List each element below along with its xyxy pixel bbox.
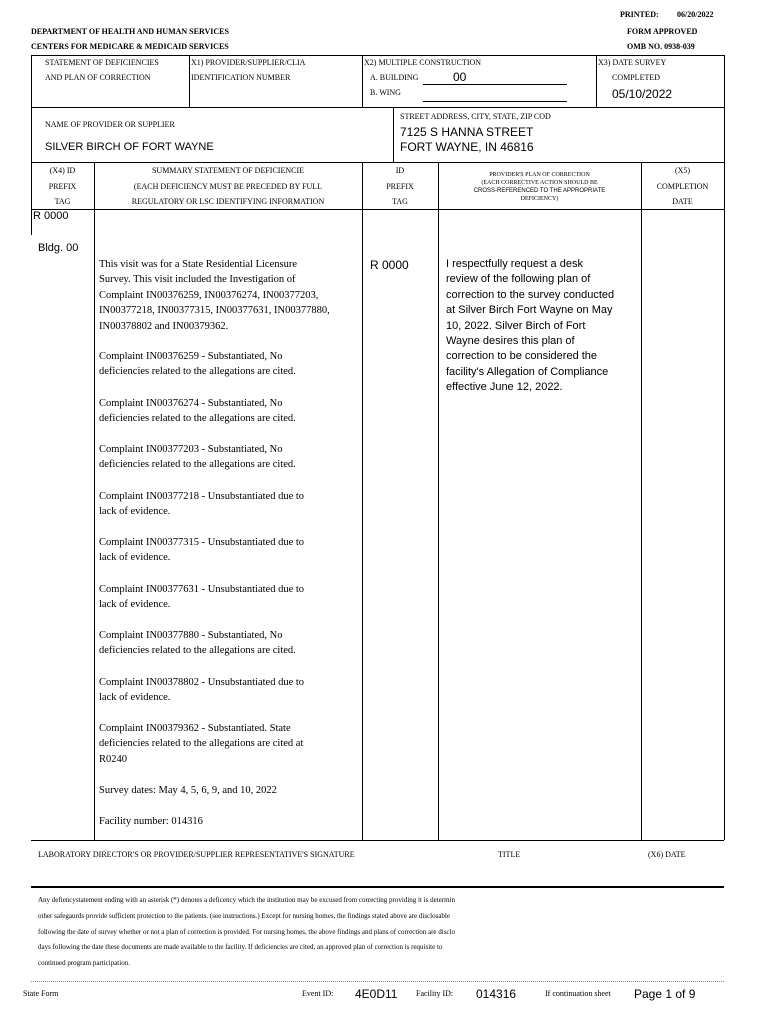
id-header-2: PREFIX [386, 182, 414, 191]
summary-para-1: This visit was for a State Residential Licensure Survey. This visit included the Investigation of Complaint IN00376259, IN00376274, IN00377203, IN00377218, IN00377315, IN00377631, IN00377880, IN00378802 and IN00379362. [99, 259, 330, 332]
date-survey-value: 05/10/2022 [612, 87, 673, 101]
x4-header-3: TAG [54, 197, 71, 206]
tag-right: R 0000 [370, 258, 409, 272]
provider-id-label-line1: X1) PROVIDER/SUPPLIER/CLIA [191, 58, 306, 67]
multiple-construction-label: X2) MULTIPLE CONSTRUCTION [364, 58, 482, 67]
event-id-label: Event ID: [302, 989, 334, 998]
summary-para-5: Complaint IN00377218 - Unsubstantiated due to lack of evidence. [99, 491, 305, 518]
date-survey-label: X3) DATE SURVEY [598, 58, 667, 67]
centers-title: CENTERS FOR MEDICARE & MEDICAID SERVICES [31, 42, 229, 51]
plan-of-correction-text: I respectfully request a desk review of the following plan of correction to the survey conducted at Silver Birch Fort Wayne on May 10, 2022. Silver Birch of Fort Wayne desires this plan of correction to be considered the facility's Allegation of Compliance effective June 12, 2022. [446, 258, 615, 394]
poc-header-1: PROVIDER'S PLAN OF CORRECTION [489, 172, 590, 178]
summary-para-2: Complaint IN00376259 - Substantiated, No deficiencies related to the allegations are cited. [99, 351, 296, 378]
x5-header-1: (X5) [674, 166, 691, 175]
tag-left: R 0000 [33, 210, 69, 222]
printed-label: PRINTED: [620, 10, 659, 19]
address-label: STREET ADDRESS, CITY, STATE, ZIP COD [400, 112, 551, 121]
x5-header-2: COMPLETION [656, 182, 709, 191]
date-label: (X6) DATE [648, 850, 686, 859]
department-title: DEPARTMENT OF HEALTH AND HUMAN SERVICES [31, 27, 229, 36]
id-header-1: ID [395, 166, 405, 175]
summary-para-4: Complaint IN00377203 - Substantiated, No deficiencies related to the allegations are cited. [99, 444, 296, 471]
summary-para-7: Complaint IN00377631 - Unsubstantiated due to lack of evidence. [99, 584, 305, 611]
form-approved: FORM APPROVED [627, 27, 698, 36]
building-tag: Bldg. 00 [38, 242, 79, 254]
wing-label: B. WING [370, 88, 401, 97]
omb-number: OMB NO. 0938-039 [627, 42, 695, 51]
statement-label-line2: AND PLAN OF CORRECTION [45, 73, 151, 82]
title-label: TITLE [498, 850, 521, 859]
facility-id-label: Facility ID: [416, 989, 454, 998]
facility-id-value: 014316 [476, 987, 517, 1001]
poc-header-4: DEFICIENCY) [520, 196, 559, 202]
disclaimer-line-5: continued program participation. [38, 959, 130, 967]
x4-header-2: PREFIX [48, 182, 77, 191]
summary-header-1: SUMMARY STATEMENT OF DEFICIENCIE [151, 166, 305, 175]
provider-name-label: NAME OF PROVIDER OR SUPPLIER [45, 120, 175, 129]
id-header-3: TAG [392, 197, 408, 206]
summary-para-11: Survey dates: May 4, 5, 6, 9, and 10, 2022 [99, 785, 277, 796]
provider-name: SILVER BIRCH OF FORT WAYNE [45, 141, 214, 153]
summary-para-9: Complaint IN00378802 - Unsubstantiated due to lack of evidence. [99, 677, 305, 704]
building-value: 00 [453, 70, 467, 84]
signature-label: LABORATORY DIRECTOR'S OR PROVIDER/SUPPLIER REPRESENTATIVE'S SIGNATURE [38, 850, 355, 859]
provider-id-label-line2: IDENTIFICATION NUMBER [191, 73, 291, 82]
x4-header-1: (X4) ID [49, 166, 76, 175]
disclaimer-line-4: days following the date these documents are made available to the facility. If deficiencies are cited, an approved plan of correction is requisite to [38, 943, 443, 951]
printed-date: 06/20/2022 [677, 10, 714, 19]
summary-header-2: (EACH DEFICIENCY MUST BE PRECEDED BY FULL [133, 182, 323, 191]
summary-para-12: Facility number: 014316 [99, 816, 203, 827]
x5-header-3: DATE [672, 197, 693, 206]
continuation-label: If continuation sheet [545, 989, 611, 998]
disclaimer-line-1: Any defiencystatement ending with an asterisk (*) denotes a deficency which the institution may be excused from correcting providing it is determin [38, 896, 455, 904]
summary-para-3: Complaint IN00376274 - Substantiated, No deficiencies related to the allegations are cited. [99, 398, 296, 425]
disclaimer-line-3: following the date of survey whether or not a plan of correction is provided. For nursing homes, the above findings and plans of correction are disclo [38, 928, 455, 936]
address-line2: FORT WAYNE, IN 46816 [400, 140, 534, 154]
poc-header-3: CROSS-REFERENCED TO THE APPROPRIATE [473, 188, 606, 194]
state-form-label: State Form [23, 989, 59, 998]
statement-label-line1: STATEMENT OF DEFICIENCIES [45, 58, 159, 67]
summary-para-8: Complaint IN00377880 - Substantiated, No deficiencies related to the allegations are cited. [99, 630, 296, 657]
summary-header-3: REGULATORY OR LSC IDENTIFYING INFORMATION [131, 197, 325, 206]
event-id-value: 4E0D11 [355, 987, 398, 1001]
building-label: A. BUILDING [370, 73, 419, 82]
page-number: Page 1 of 9 [634, 987, 696, 1001]
summary-para-6: Complaint IN00377315 - Unsubstantiated due to lack of evidence. [99, 537, 305, 564]
completed-label: COMPLETED [612, 73, 660, 82]
summary-para-10: Complaint IN00379362 - Substantiated. State deficiencies related to the allegations are cited at R0240 [99, 723, 304, 765]
address-line1: 7125 S HANNA STREET [400, 125, 534, 139]
disclaimer-line-2: other safegaurds provide sufficient protection to the patients. (see instructions.) Except for nursing homes, the findings stated above are disclosable [38, 912, 450, 920]
poc-header-2: (EACH CORRECTIVE ACTION SHOULD BE [481, 180, 598, 186]
